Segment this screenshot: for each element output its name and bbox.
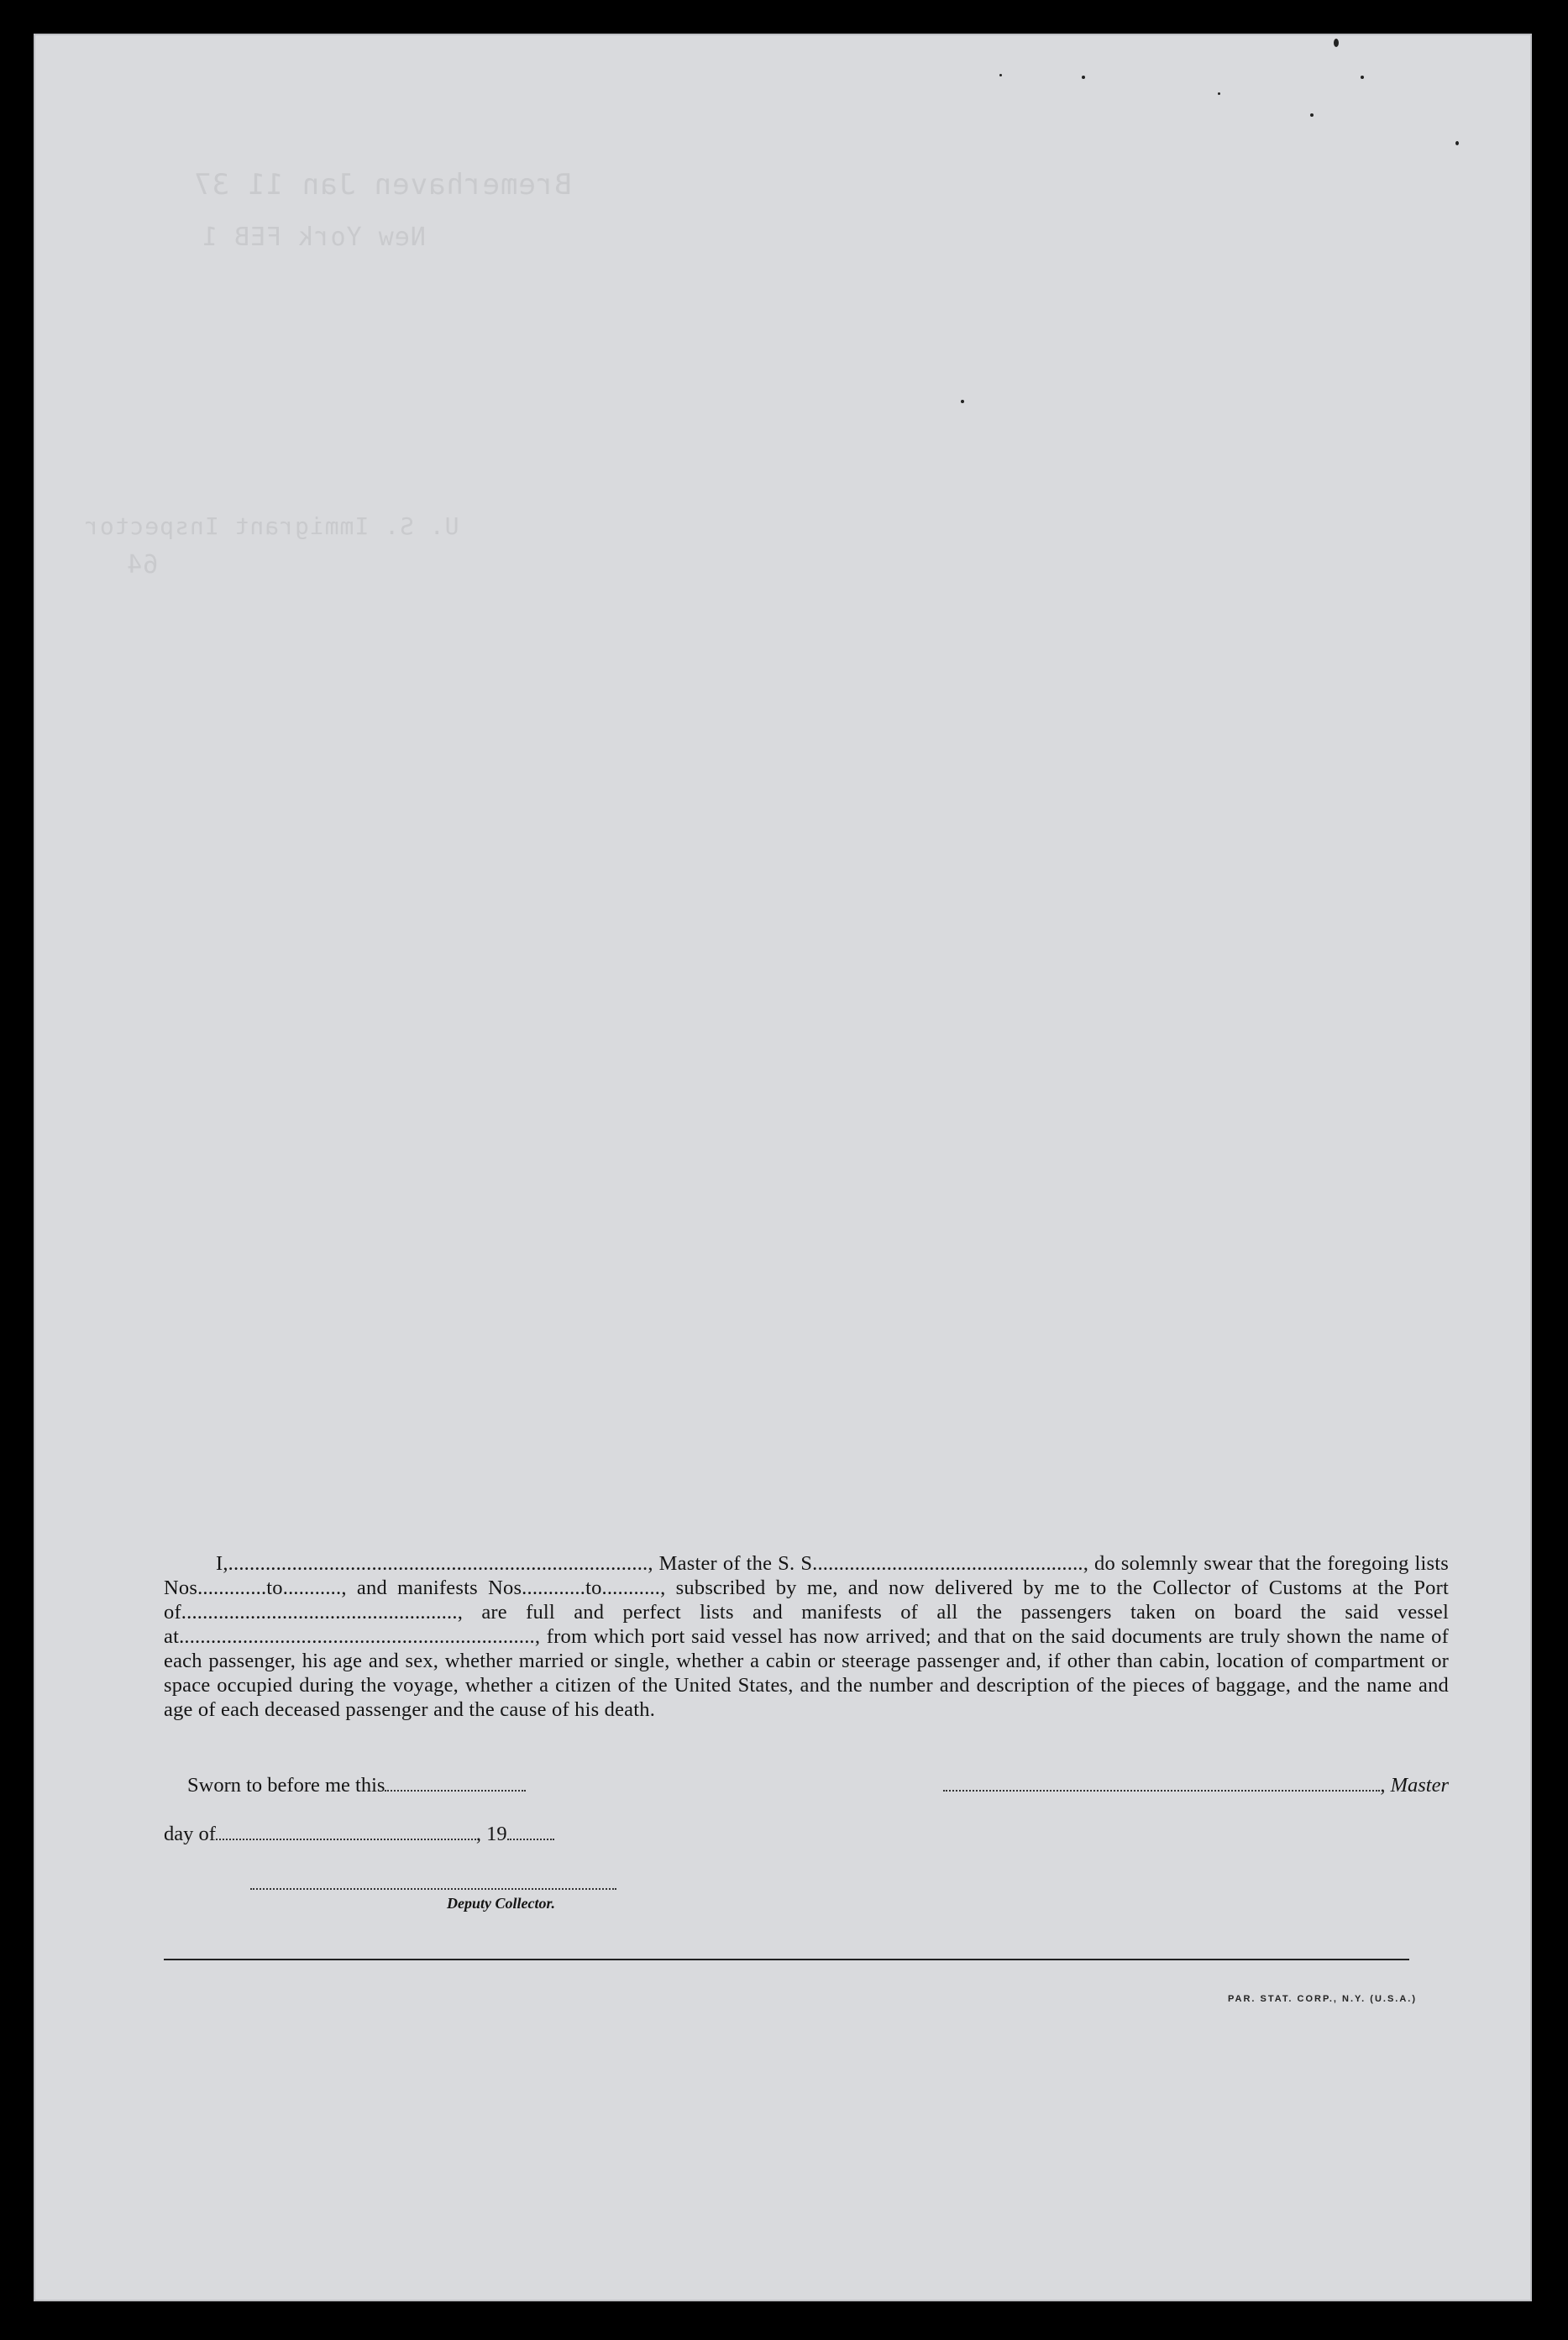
dust-speck — [1310, 113, 1314, 117]
master-comma: , — [1380, 1774, 1391, 1797]
dust-speck — [1361, 76, 1364, 79]
day-of-line — [164, 1823, 554, 1846]
master-signature-line — [943, 1774, 1449, 1797]
master-oath-paragraph — [164, 1551, 1449, 1722]
dust-speck — [1082, 76, 1085, 79]
sworn-label: Sworn to before me this — [187, 1774, 385, 1797]
bleed-through-text: U. S. Immigrant Inspector — [84, 512, 459, 540]
bleed-through-text: New York FEB 1 — [202, 223, 426, 252]
bleed-through-text: Bremerhaven Jan 11 37 — [193, 168, 572, 202]
dust-speck — [1218, 92, 1220, 95]
deputy-signature-blank — [250, 1888, 616, 1890]
deputy-collector-label: Deputy Collector. — [447, 1895, 555, 1912]
footer-rule — [164, 1959, 1409, 1960]
bleed-through-text: 64 — [126, 550, 159, 580]
dust-speck — [999, 74, 1002, 76]
manifest-page — [34, 34, 1532, 2301]
year-blank — [507, 1823, 554, 1840]
dust-speck — [1455, 141, 1459, 145]
master-label: Master — [1390, 1774, 1449, 1797]
day-of-label: day of — [164, 1823, 216, 1845]
oath-text: I,..............................................................................., Master of the S. S..................................................., do solemnly swear that the foregoing lists Nos.............to..........., and manifests Nos............to..........., subscribed by me, and now delivered by me to the Collector of Customs at the Port of...................................................., are full and perfect lists and manifests of all the passengers taken on board the said vessel at..................................................................., from which port said vessel has now arrived; and that on the said documents are truly shown the name of each passenger, his age and sex, whether married or single, whether a cabin or steerage passenger and, if other than cabin, location of compartment or space occupied during the voyage, whether a citizen of the United States, and the number and description of the pieces of baggage, and the name and age of each deceased passenger and the cause of his death. — [164, 1552, 1449, 1721]
dust-speck — [1334, 39, 1339, 47]
dust-speck — [961, 400, 964, 403]
printer-imprint: PAR. STAT. CORP., N.Y. (U.S.A.) — [1228, 1994, 1417, 2004]
year-prefix: , 19 — [475, 1823, 507, 1845]
master-signature-blank — [943, 1775, 1380, 1792]
month-blank — [216, 1823, 476, 1840]
sworn-date-blank — [385, 1775, 526, 1792]
sworn-to-line — [187, 1774, 526, 1797]
